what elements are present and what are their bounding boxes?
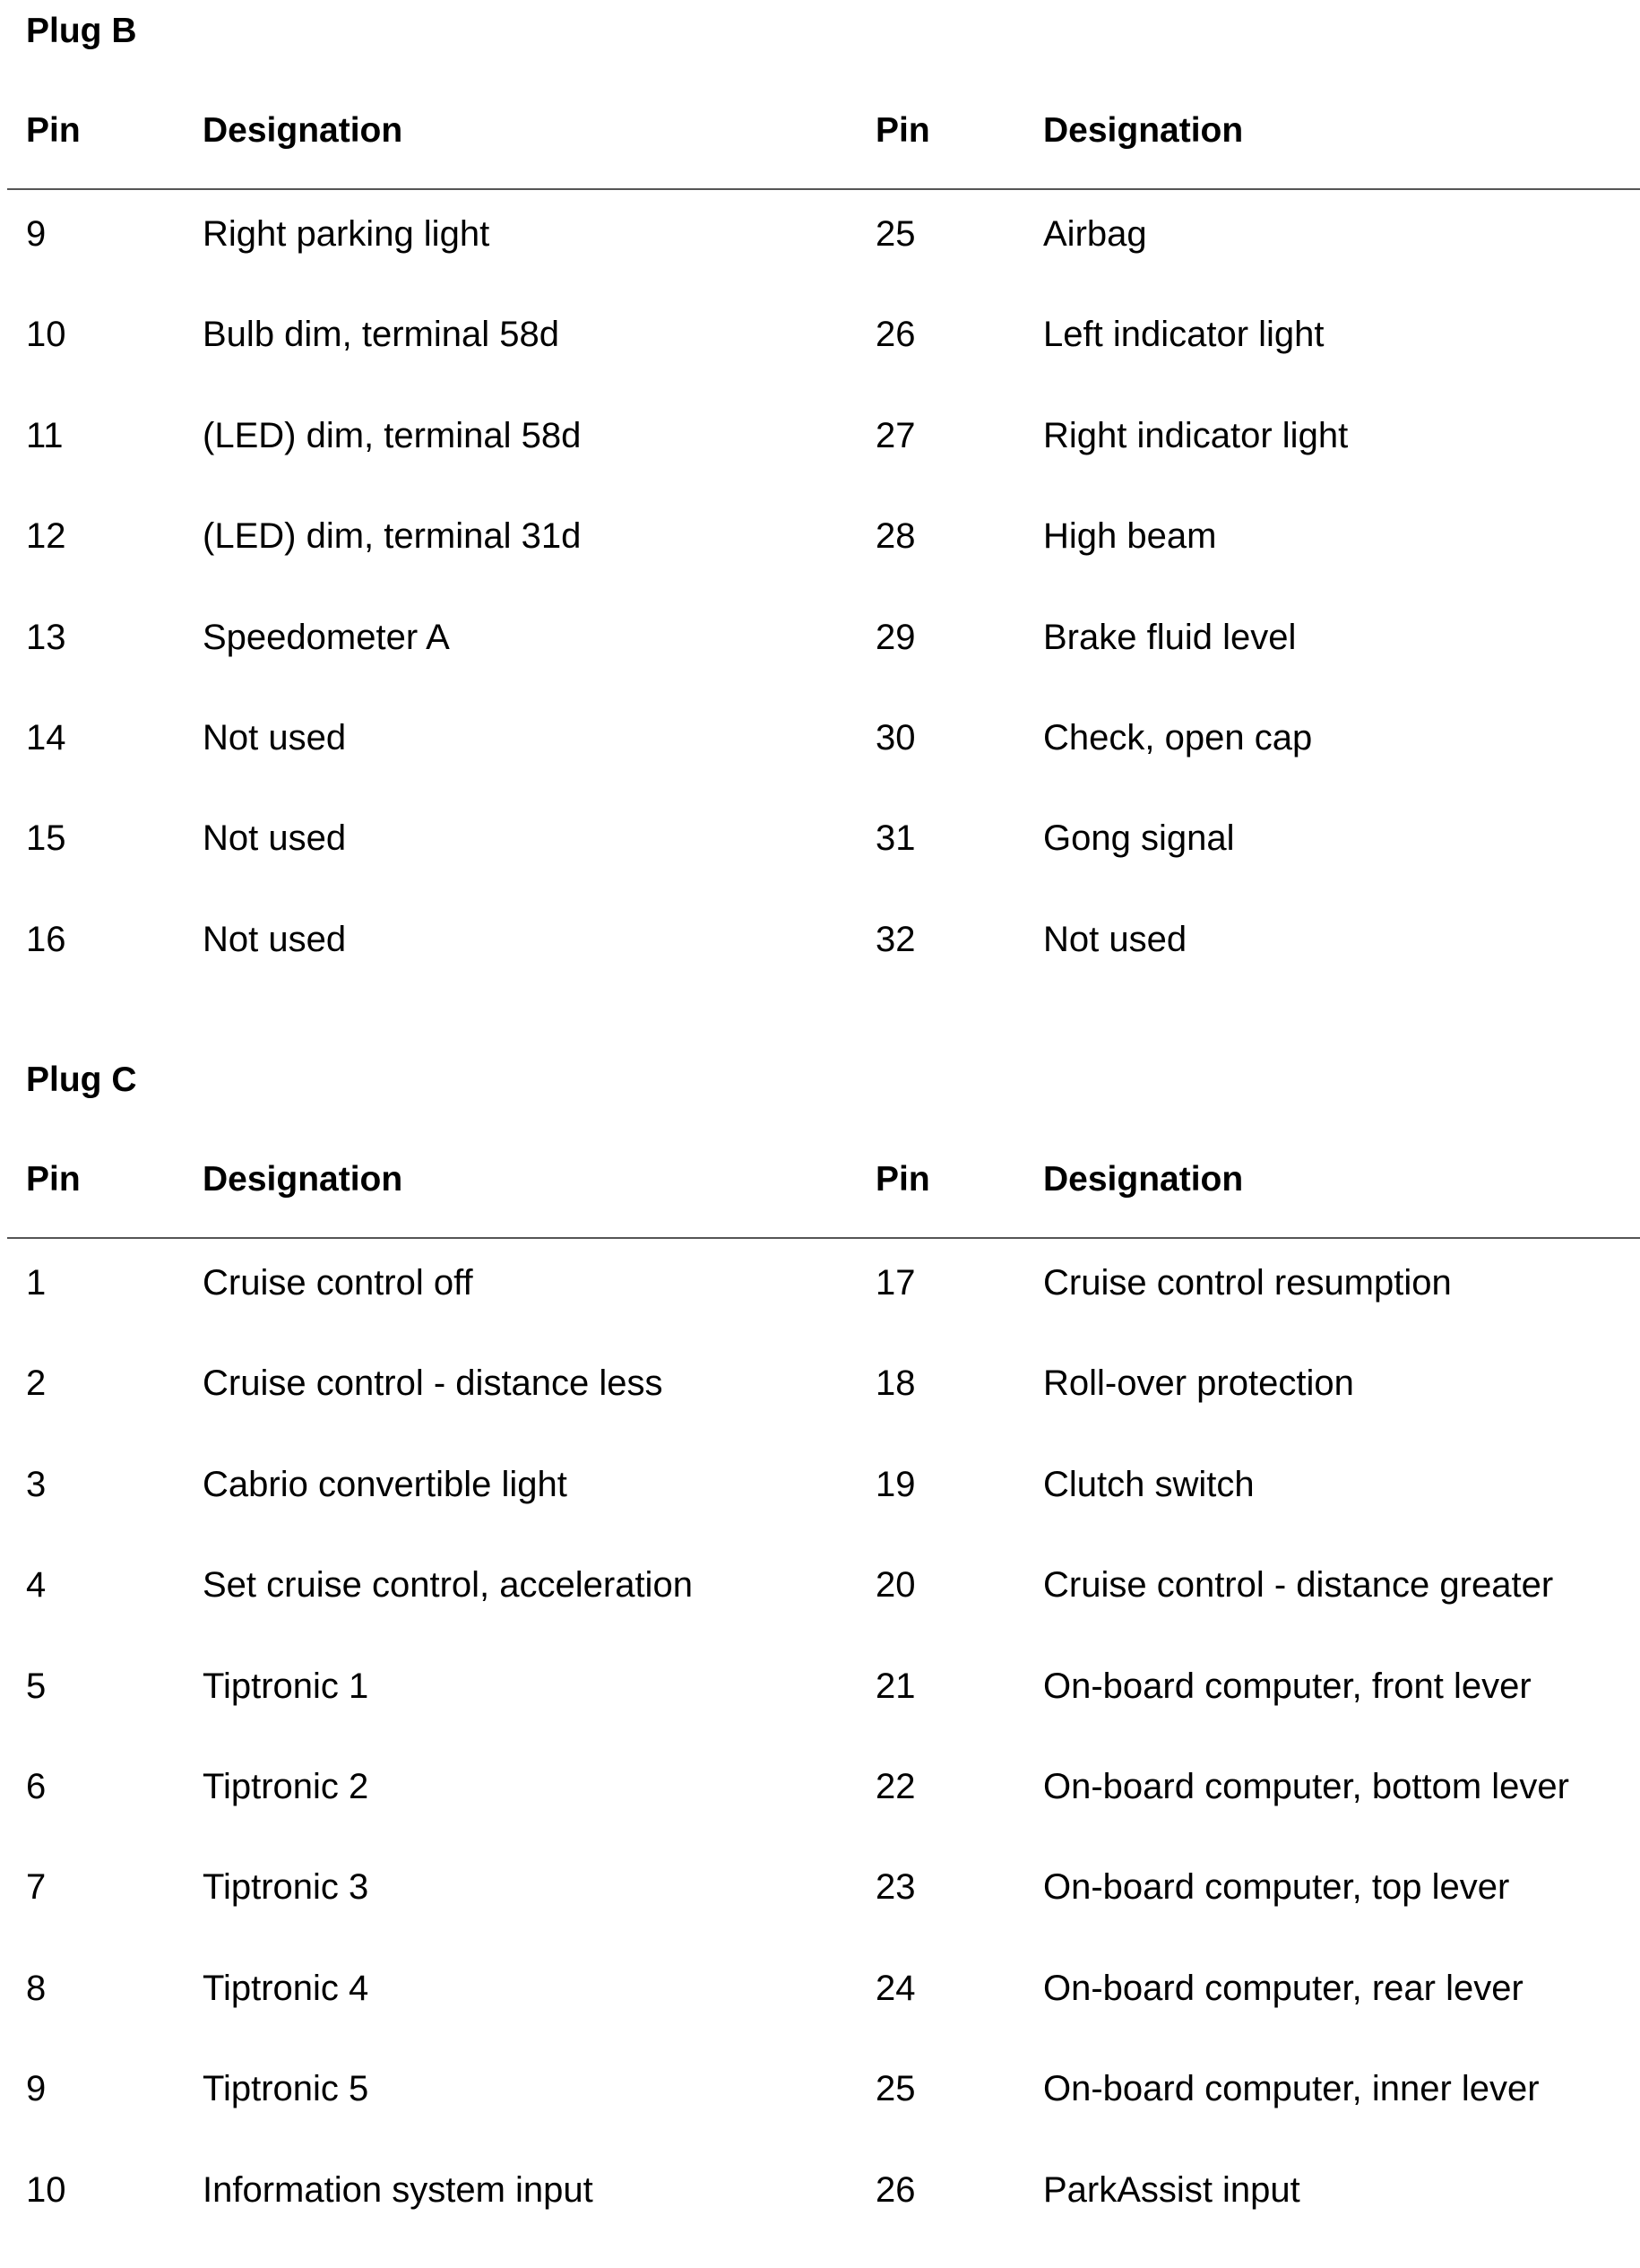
designation-right: Not used xyxy=(1043,919,1187,959)
pin-right: 24 xyxy=(876,1968,916,2008)
designation-left: Set cruise control, acceleration xyxy=(203,1565,693,1606)
header-designation-left: Designation xyxy=(203,111,403,150)
designation-right: On-board computer, bottom lever xyxy=(1043,1766,1569,1806)
designation-left: Tiptronic 1 xyxy=(203,1666,369,1706)
table-row xyxy=(0,413,1640,514)
plug-b-header-row xyxy=(0,110,1640,151)
designation-left: Right parking light xyxy=(203,214,490,254)
designation-left: (LED) dim, terminal 31d xyxy=(203,516,582,557)
pin-right: 19 xyxy=(876,1464,916,1504)
pin-right: 22 xyxy=(876,1766,916,1806)
table-row xyxy=(0,715,1640,816)
plug-b-title: Plug B xyxy=(26,12,137,50)
designation-right: On-board computer, inner lever xyxy=(1043,2069,1540,2109)
designation-left: Speedometer A xyxy=(203,617,450,657)
pin-left: 12 xyxy=(26,516,66,557)
table-row xyxy=(0,1562,1640,1663)
pin-right: 23 xyxy=(876,1867,916,1908)
pin-left: 15 xyxy=(26,818,66,859)
designation-right: Check, open cap xyxy=(1043,717,1313,757)
designation-right: Roll-over protection xyxy=(1043,1363,1354,1404)
designation-right: Gong signal xyxy=(1043,818,1235,859)
pin-right: 31 xyxy=(876,818,916,859)
pin-left: 7 xyxy=(26,1867,47,1908)
pin-left: 8 xyxy=(26,1968,47,2008)
pin-left: 5 xyxy=(26,1666,47,1706)
designation-right: Clutch switch xyxy=(1043,1464,1255,1504)
header-pin-left: Pin xyxy=(26,111,81,150)
pin-right: 32 xyxy=(876,919,916,959)
designation-right: Brake fluid level xyxy=(1043,617,1297,657)
pin-left: 14 xyxy=(26,717,66,757)
table-row xyxy=(0,1664,1640,1764)
table-row xyxy=(0,2168,1640,2268)
table-row xyxy=(0,212,1640,312)
pin-left: 9 xyxy=(26,2069,47,2109)
pin-right: 26 xyxy=(876,2169,916,2210)
designation-left: Cabrio convertible light xyxy=(203,1464,567,1504)
pin-right: 28 xyxy=(876,516,916,557)
table-row xyxy=(0,514,1640,614)
pin-right: 29 xyxy=(876,617,916,657)
designation-left: Tiptronic 4 xyxy=(203,1968,369,2008)
pin-right: 27 xyxy=(876,415,916,455)
header-designation-right: Designation xyxy=(1043,111,1244,150)
designation-left: Tiptronic 2 xyxy=(203,1766,369,1806)
designation-left: Bulb dim, terminal 58d xyxy=(203,315,559,355)
header-designation-right: Designation xyxy=(1043,1160,1244,1199)
table-row xyxy=(0,1764,1640,1865)
table-row xyxy=(0,2066,1640,2167)
plug-b-rows xyxy=(0,212,1640,1017)
designation-right: On-board computer, front lever xyxy=(1043,1666,1532,1706)
pin-left: 3 xyxy=(26,1464,47,1504)
designation-right: Left indicator light xyxy=(1043,315,1325,355)
pin-right: 20 xyxy=(876,1565,916,1606)
table-row xyxy=(0,615,1640,715)
designation-left: Cruise control - distance less xyxy=(203,1363,663,1404)
designation-right: Right indicator light xyxy=(1043,415,1349,455)
header-designation-left: Designation xyxy=(203,1160,403,1199)
table-row xyxy=(0,1865,1640,1965)
designation-left: Cruise control off xyxy=(203,1263,473,1303)
pin-right: 26 xyxy=(876,315,916,355)
pin-left: 16 xyxy=(26,919,66,959)
plug-c-rows xyxy=(0,1260,1640,2268)
pin-right: 21 xyxy=(876,1666,916,1706)
designation-left: Tiptronic 3 xyxy=(203,1867,369,1908)
table-row xyxy=(0,1260,1640,1361)
designation-right: On-board computer, rear lever xyxy=(1043,1968,1523,2008)
pin-left: 9 xyxy=(26,214,47,254)
designation-right: On-board computer, top lever xyxy=(1043,1867,1510,1908)
table-row xyxy=(0,1361,1640,1461)
designation-right: Airbag xyxy=(1043,214,1147,254)
header-pin-right: Pin xyxy=(876,111,930,150)
table-row xyxy=(0,1462,1640,1562)
table-row xyxy=(0,1966,1640,2066)
designation-left: Not used xyxy=(203,717,347,757)
table-row xyxy=(0,312,1640,412)
plug-c-title: Plug C xyxy=(26,1060,137,1099)
designation-right: Cruise control - distance greater xyxy=(1043,1565,1554,1606)
designation-right: ParkAssist input xyxy=(1043,2169,1300,2210)
pin-right: 30 xyxy=(876,717,916,757)
designation-left: Not used xyxy=(203,818,347,859)
pin-left: 10 xyxy=(26,315,66,355)
pin-right: 25 xyxy=(876,2069,916,2109)
designation-left: Tiptronic 5 xyxy=(203,2069,369,2109)
pin-right: 25 xyxy=(876,214,916,254)
pin-left: 10 xyxy=(26,2169,66,2210)
header-pin-left: Pin xyxy=(26,1160,81,1199)
pin-left: 11 xyxy=(26,415,64,455)
pin-left: 13 xyxy=(26,617,66,657)
plug-c-header-row xyxy=(0,1159,1640,1200)
designation-left: Information system input xyxy=(203,2169,593,2210)
pin-right: 18 xyxy=(876,1363,916,1404)
pin-left: 4 xyxy=(26,1565,47,1606)
designation-right: Cruise control resumption xyxy=(1043,1263,1452,1303)
pin-right: 17 xyxy=(876,1263,916,1303)
designation-right: High beam xyxy=(1043,516,1217,557)
table-row xyxy=(0,816,1640,916)
pin-left: 2 xyxy=(26,1363,47,1404)
header-pin-right: Pin xyxy=(876,1160,930,1199)
pin-left: 1 xyxy=(26,1263,47,1303)
designation-left: Not used xyxy=(203,919,347,959)
table-row xyxy=(0,917,1640,1017)
header-divider xyxy=(7,188,1640,190)
pin-left: 6 xyxy=(26,1766,47,1806)
header-divider xyxy=(7,1237,1640,1239)
designation-left: (LED) dim, terminal 58d xyxy=(203,415,582,455)
